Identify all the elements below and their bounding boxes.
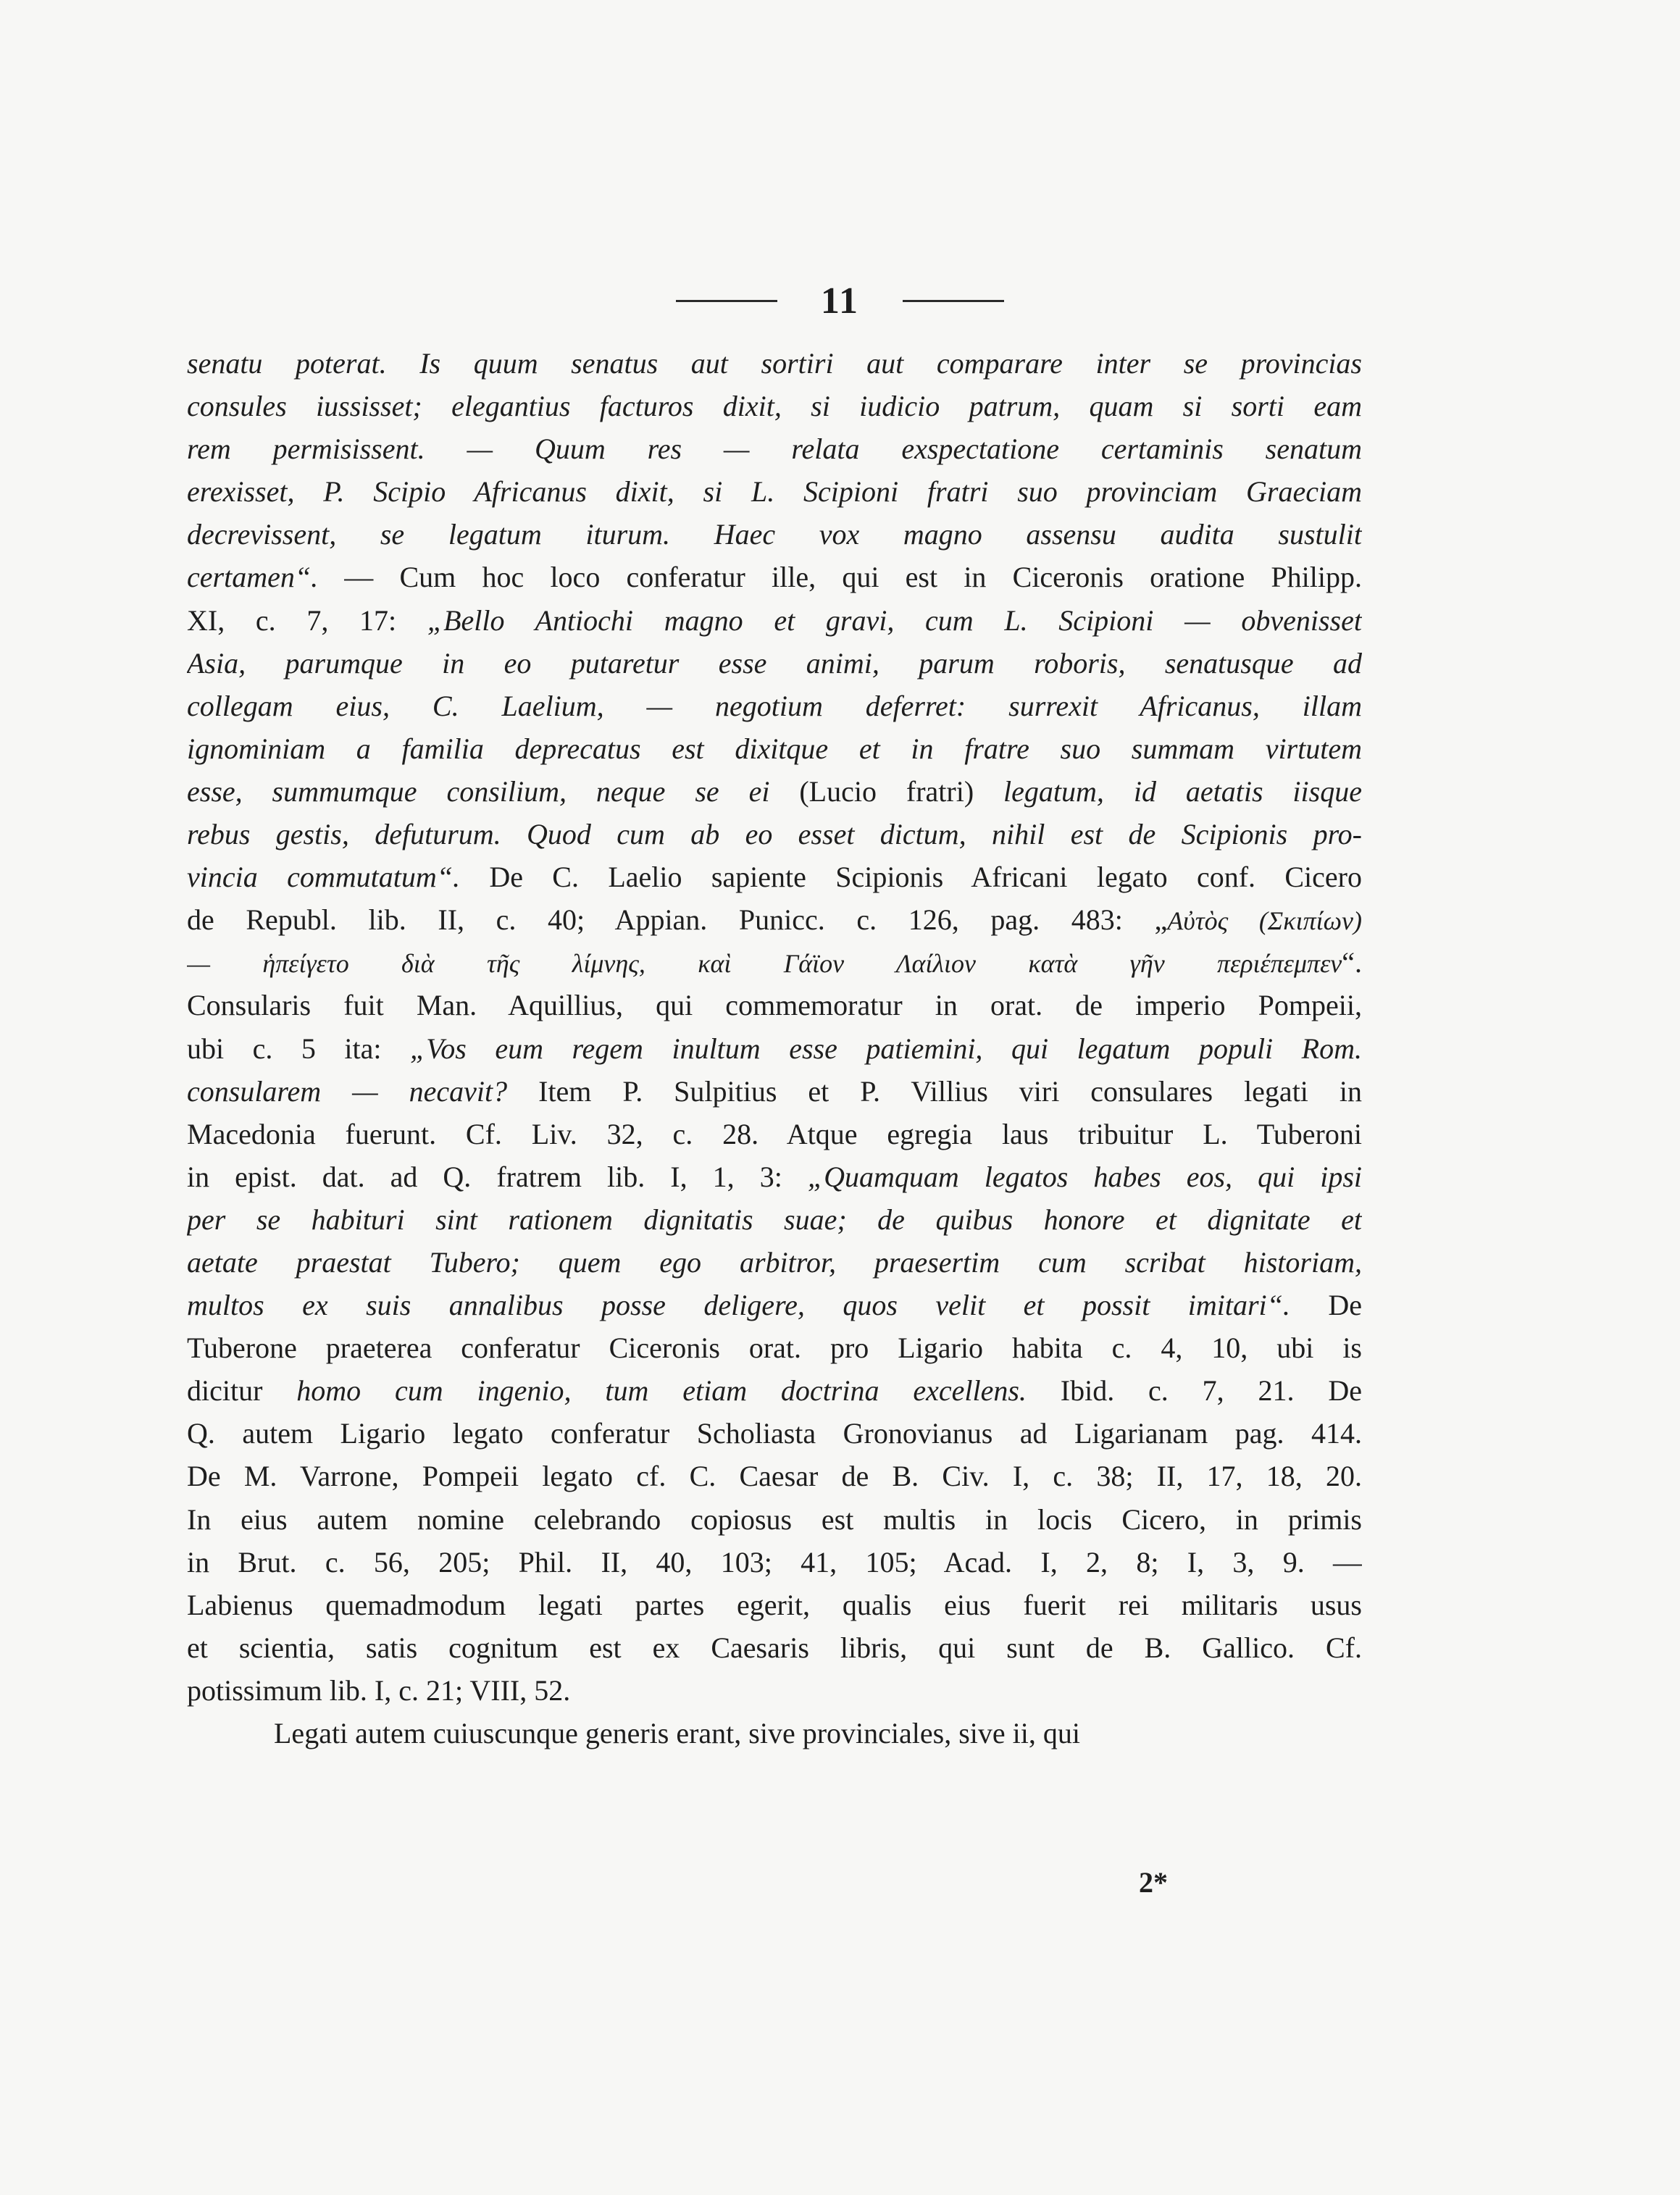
- italic-text: erexisset, P. Scipio Africanus dixit, si L. Scipioni fratri suo provinciam Graeciam: [187, 475, 1362, 509]
- italic-text: legatum, id aetatis iisque: [974, 774, 1362, 808]
- roman-text: in epist. dat. ad Q. fratrem lib. I, 1, 3:: [187, 1160, 808, 1193]
- text-line: [187, 385, 1362, 427]
- greek-text: — ἡπείγετο διὰ τῆς λίμνης, καὶ Γάϊον Λαίλιον κατὰ γῆν περιέπεμπεν: [187, 949, 1342, 979]
- italic-text: Asia, parumque in eo putaretur esse animi, parum roboris, senatusque ad: [187, 646, 1362, 680]
- signature-mark: 2*: [1139, 1866, 1168, 1899]
- text-line: [187, 1241, 1362, 1284]
- text-line: [187, 427, 1362, 470]
- text-line: [187, 513, 1362, 556]
- header-rule-left: [676, 300, 777, 302]
- text-line: [187, 1198, 1362, 1241]
- italic-text: consules iussisset; elegantius facturos dixit, si iudicio patrum, quam si sorti eam: [187, 390, 1362, 423]
- roman-text: De C. Laelio sapiente Scipionis Africani legato conf. Cicero: [459, 861, 1362, 894]
- italic-text: collegam eius, C. Laelium, — negotium deferret: surrexit Africanus, illam: [187, 689, 1362, 722]
- text-line: [187, 1369, 1362, 1412]
- text-line: [187, 1584, 1362, 1626]
- roman-text: de Republ. lib. II, c. 40; Appian. Punicc. c. 126, pag. 483: „: [187, 903, 1168, 937]
- text-line: [187, 1284, 1362, 1326]
- text-line: [187, 599, 1362, 642]
- roman-text: XI, c. 7, 17:: [187, 603, 427, 637]
- text-line: [187, 1626, 1362, 1669]
- text-line: [187, 470, 1362, 513]
- italic-text: per se habituri sint rationem dignitatis suae; de quibus honore et dignitate et: [187, 1203, 1362, 1236]
- italic-text: „Bello Antiochi magno et gravi, cum L. Scipioni — obvenisset: [427, 603, 1362, 637]
- roman-text: Item P. Sulpitius et P. Villius viri consulares legati in: [507, 1074, 1362, 1108]
- text-line: [187, 1669, 1362, 1712]
- roman-text: potissimum lib. I, c. 21; VIII, 52.: [187, 1673, 571, 1707]
- page-number: 11: [820, 280, 860, 322]
- roman-text: Tuberone praeterea conferatur Ciceronis orat. pro Ligario habita c. 4, 10, ubi is: [187, 1331, 1362, 1365]
- text-line: [187, 1326, 1362, 1369]
- roman-text: Consularis fuit Man. Aquillius, qui commemoratur in orat. de imperio Pompeii,: [187, 989, 1362, 1022]
- italic-text: senatu poterat. Is quum senatus aut sortiri aut comparare inter se provincias: [187, 347, 1362, 380]
- greek-text: Αὐτὸς (Σκιπίων): [1167, 906, 1362, 936]
- text-line: [187, 941, 1362, 984]
- roman-text: (Lucio fratri): [799, 774, 974, 808]
- header-rule-right: [903, 300, 1004, 302]
- roman-text: Labienus quemadmodum legati partes egerit, qualis eius fuerit rei militaris usus: [187, 1588, 1362, 1621]
- text-line: [187, 1070, 1362, 1113]
- text-line: [187, 1155, 1362, 1198]
- roman-text: “.: [1342, 946, 1362, 979]
- roman-text: Legati autem cuiuscunque generis erant, sive provinciales, sive ii, qui: [274, 1717, 1080, 1749]
- page-header: [0, 279, 1680, 322]
- italic-text: certamen“.: [187, 561, 319, 594]
- roman-text: In eius autem nomine celebrando copiosus est multis in locis Cicero, in primis: [187, 1502, 1362, 1536]
- roman-text: in Brut. c. 56, 205; Phil. II, 40, 103; 41, 105; Acad. I, 2, 8; I, 3, 9. —: [187, 1545, 1362, 1579]
- roman-text: De M. Varrone, Pompeii legato cf. C. Caesar de B. Civ. I, c. 38; II, 17, 18, 20.: [187, 1460, 1362, 1493]
- text-line: [187, 556, 1362, 598]
- text-line: [187, 642, 1362, 685]
- text-line: [187, 813, 1362, 856]
- text-line: [187, 1541, 1362, 1584]
- roman-text: et scientia, satis cognitum est ex Caesaris libris, qui sunt de B. Gallico. Cf.: [187, 1631, 1362, 1664]
- text-line: [187, 1412, 1362, 1455]
- roman-text: Macedonia fuerunt. Cf. Liv. 32, c. 28. Atque egregia laus tribuitur L. Tuberoni: [187, 1117, 1362, 1150]
- text-line: [187, 685, 1362, 727]
- italic-text: esse, summumque consilium, neque se ei: [187, 774, 800, 808]
- italic-text: „Vos eum regem inultum esse patiemini, qui legatum populi Rom.: [410, 1032, 1362, 1065]
- text-line: [187, 898, 1362, 941]
- italic-text: consularem — necavit?: [187, 1074, 508, 1108]
- body-text: [187, 342, 1362, 1755]
- italic-text: multos ex suis annalibus posse deligere, quos velit et possit imitari“.: [187, 1289, 1290, 1322]
- italic-text: vincia commutatum“.: [187, 861, 460, 894]
- text-line: [187, 984, 1362, 1027]
- text-line: [187, 342, 1362, 385]
- text-line: [187, 770, 1362, 813]
- roman-text: ubi c. 5 ita:: [187, 1032, 410, 1065]
- roman-text: Q. autem Ligario legato conferatur Scholiasta Gronovianus ad Ligarianam pag. 414.: [187, 1417, 1362, 1450]
- roman-text: — Cum hoc loco conferatur ille, qui est in Ciceronis oratione Philipp.: [318, 561, 1362, 594]
- italic-text: ignominiam a familia deprecatus est dixitque et in fratre suo summam virtutem: [187, 732, 1362, 765]
- text-line: [187, 1455, 1362, 1497]
- text-line: [187, 1498, 1362, 1541]
- italic-text: aetate praestat Tubero; quem ego arbitror, praesertim cum scribat historiam,: [187, 1245, 1362, 1279]
- roman-text: De: [1290, 1289, 1362, 1322]
- italic-text: rebus gestis, defuturum. Quod cum ab eo esset dictum, nihil est de Scipionis pro-: [187, 818, 1362, 851]
- roman-text: Ibid. c. 7, 21. De: [1026, 1374, 1362, 1408]
- italic-text: „Quamquam legatos habes eos, qui ipsi: [807, 1160, 1362, 1193]
- text-line: [187, 1027, 1362, 1070]
- italic-text: rem permisissent. — Quum res — relata exspectatione certaminis senatum: [187, 432, 1362, 466]
- italic-text: homo cum ingenio, tum etiam doctrina excellens.: [296, 1374, 1027, 1408]
- text-line: [187, 856, 1362, 898]
- text-line: [187, 1113, 1362, 1155]
- italic-text: decrevissent, se legatum iturum. Haec vox magno assensu audita sustulit: [187, 518, 1362, 551]
- roman-text: dicitur: [187, 1374, 297, 1408]
- text-line: [187, 727, 1362, 770]
- text-line: [187, 1712, 1362, 1755]
